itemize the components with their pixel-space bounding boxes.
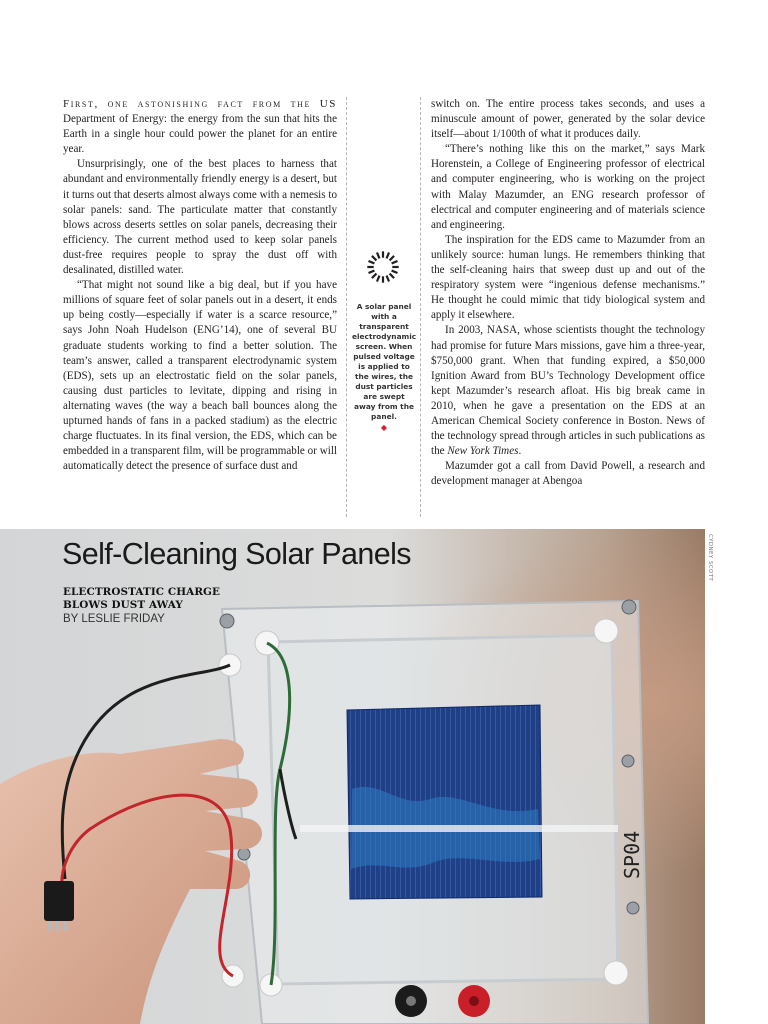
article-column-left	[63, 97, 337, 474]
publication-name: New York Times	[447, 445, 519, 458]
article-byline: BY LESLIE FRIDAY	[63, 613, 165, 625]
column-divider	[346, 97, 347, 517]
caption-text: A solar panel with a transparent electrodynamic screen. When pulsed voltage is applied to the wires, the dust particles are swept away from the panel.	[352, 302, 417, 421]
article-paragraph: Mazumder got a call from David Powell, a research and development manager at Abengoa	[431, 460, 705, 488]
lead-in-smallcaps: First, one astonishing fact from the US	[63, 98, 337, 110]
article-paragraph: switch on. The entire process takes seconds, and uses a minuscule amount of power, generated by the solar device itself—about 1/100th of what it produces daily.	[431, 98, 705, 141]
panel-marking: SP04	[620, 830, 644, 879]
article-paragraph: In 2003, NASA, whose scientists thought the technology had promise for future Mars missions, gave him a three-year, $750,000 grant. When that funding expired, a $50,000 Ignition Award from BU’s Technology Development office kept Mazumder’s research afloat. His big break came in 2010, when he gave a presentation on the EDS at an American Chemical Society conference in Boston. News of the technology spread through articles in such publications as the New York Times.	[431, 324, 705, 458]
article-title: Self-Cleaning Solar Panels	[62, 537, 411, 571]
caption-end-mark: ◆	[380, 423, 388, 432]
photo-caption	[352, 302, 416, 433]
article-column-right	[431, 97, 705, 489]
article-paragraph	[63, 97, 337, 157]
photo-credit	[707, 534, 717, 604]
article-paragraph: Unsurprisingly, one of the best places to harness that abundant and environmentally friendly energy is a desert, but it turns out that deserts almost always come with a nemesis to solar panels: sand. The particulate matter that constantly blows across deserts settles on solar panels, decreasing their efficiency. The current method used to keep solar panels dust-free requires people to spray the dust off with desalinated, distilled water.	[63, 158, 337, 277]
column-divider	[420, 97, 421, 517]
article-paragraph: “There’s nothing like this on the market,” says Mark Horenstein, a College of Engineering professor of electrical and computer engineering, who is working on the project with Malay Mazumder, an ENG research professor of electrical and computer engineering and of materials science and engineering.	[431, 143, 705, 231]
paragraph-text: Department of Energy: the energy from the sun that hits the Earth in a single hour could power the planet for an entire year.	[63, 113, 337, 156]
sun-burst-icon	[366, 250, 400, 284]
article-paragraph: “That might not sound like a big deal, but if you have millions of square feet of solar panels out in a desert, it ends up being costly—especially if water is a scarce resource,” says John Noah Hudelson (ENG’14), one of several BU graduate students working to find a better solution. The team’s answer, called a transparent electrodynamic system (EDS), sets up an electrostatic field on the solar panels, causing dust particles to levitate, dipping and rising in alternating waves (the way a beach ball bounces along the upturned hands of fans in a packed stadium) as the electric charge fluctuates. In its final version, the EDS, which can be embedded in a transparent film, will be programmable or will automatically detect the presence of surface dust and	[63, 279, 337, 473]
article-subtitle: ELECTROSTATIC CHARGE BLOWS DUST AWAY	[63, 586, 221, 611]
photo-credit-text: CYDNEY SCOTT	[707, 534, 713, 582]
article-paragraph: The inspiration for the EDS came to Mazumder from an unlikely source: human lungs. He remembers thinking that the self-cleaning hairs that sweep dust up and out of the respiratory system were “ingenious defense mechanisms.” He thought he could mimic that tidy biological system and apply it elsewhere.	[431, 233, 705, 322]
